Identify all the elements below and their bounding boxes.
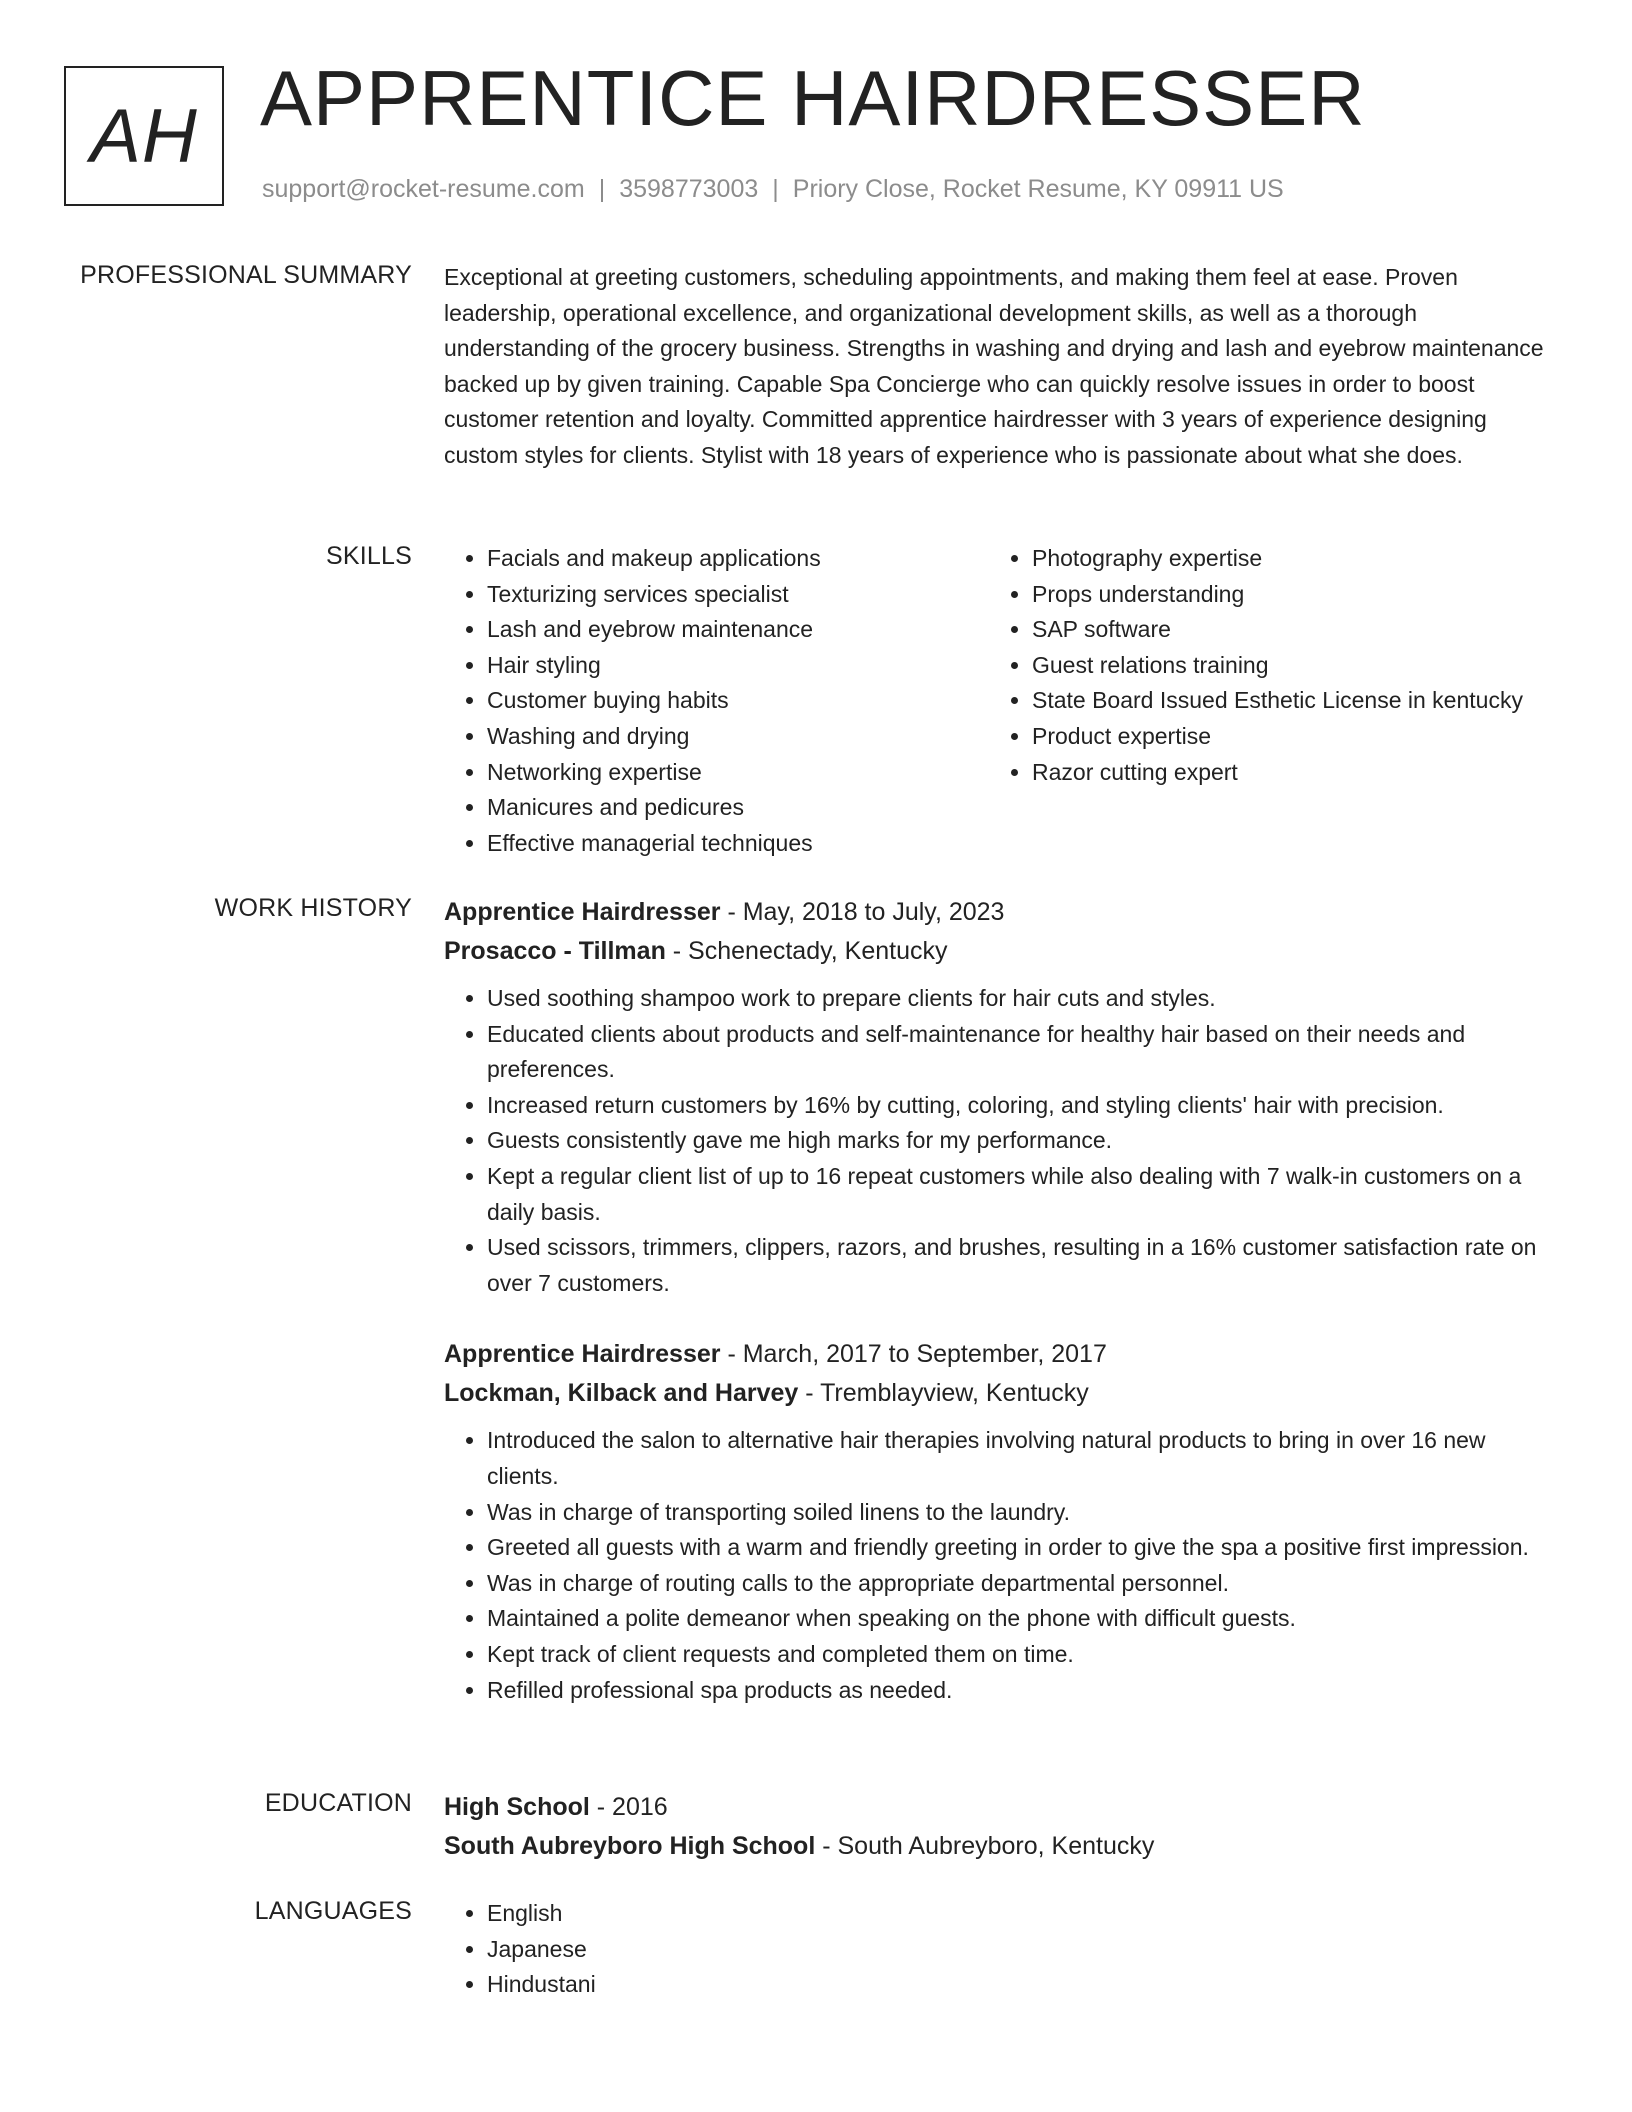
language-item: • Hindustani (487, 1967, 1554, 2003)
skill-item: • Customer buying habits (487, 683, 989, 719)
job-bullet: • Increased return customers by 16% by cutting, coloring, and styling clients' hair with precision. (487, 1088, 1554, 1124)
education-year: - 2016 (589, 1793, 668, 1821)
skill-item: • Lash and eyebrow maintenance (487, 612, 989, 648)
skill-item: • State Board Issued Esthetic License in kentucky (1032, 683, 1534, 719)
skills-label: SKILLS (326, 542, 412, 570)
work-body (444, 893, 1554, 1708)
job-bullet: • Maintained a polite demeanor when speaking on the phone with difficult guests. (487, 1601, 1554, 1637)
education-school: South Aubreyboro High School (444, 1832, 816, 1860)
language-item: • Japanese (487, 1932, 1554, 1968)
summary-body (444, 260, 1554, 474)
summary-label: PROFESSIONAL SUMMARY (80, 261, 412, 289)
languages-list (444, 1896, 1554, 2003)
job-dates: - March, 2017 to September, 2017 (720, 1340, 1107, 1369)
job-company: Lockman, Kilback and Harvey (444, 1379, 799, 1408)
contact-separator: | (598, 175, 606, 203)
skill-item: • Facials and makeup applications (487, 541, 989, 577)
job-bullet: • Used soothing shampoo work to prepare clients for hair cuts and styles. (487, 981, 1554, 1017)
contact-address: Priory Close, Rocket Resume, KY 09911 US (792, 175, 1284, 203)
job-title-line (444, 893, 1554, 932)
contact-separator: | (772, 175, 779, 203)
job-bullet: • Kept a regular client list of up to 16 repeat customers while also dealing with 7 walk-in customers on a daily basis. (487, 1159, 1554, 1230)
skill-item: • Product expertise (1032, 719, 1534, 755)
job-title: Apprentice Hairdresser (444, 1340, 721, 1369)
job-entry (444, 893, 1554, 1301)
resume-name: APPRENTICE HAIRDRESSER (260, 54, 1366, 142)
job-bullet: • Was in charge of routing calls to the appropriate departmental personnel. (487, 1566, 1554, 1602)
job-entry (444, 1335, 1554, 1708)
languages-body (444, 1896, 1554, 2003)
monogram-initials: AH (90, 93, 198, 179)
job-bullet: • Was in charge of transporting soiled linens to the laundry. (487, 1495, 1554, 1531)
skill-item: • Washing and drying (487, 719, 989, 755)
job-company-line (444, 932, 1554, 971)
summary-text: Exceptional at greeting customers, scheduling appointments, and making them feel at ease. Proven leadership, operational excellence, and organizational development skills, as well as a thorough understanding of the grocery business. Strengths in washing and drying and lash and eyebrow maintenance backed up by given training. Capable Spa Concierge who can quickly resolve issues in order to boost customer retention and loyalty. Committed apprentice hairdresser with 3 years of experience designing custom styles for clients. Stylist with 18 years of experience who is passionate about what she does. (444, 264, 1544, 468)
job-company-line (444, 1374, 1554, 1413)
languages-label: LANGUAGES (254, 1897, 412, 1925)
monogram-box (64, 66, 224, 206)
education-degree-line (444, 1788, 1554, 1827)
education-label: EDUCATION (264, 1789, 412, 1817)
job-bullet: • Greeted all guests with a warm and friendly greeting in order to give the spa a positive first impression. (487, 1530, 1554, 1566)
skill-item: • Hair styling (487, 648, 989, 684)
job-bullet-list (444, 1423, 1554, 1708)
job-bullet: • Used scissors, trimmers, clippers, razors, and brushes, resulting in a 16% customer satisfaction rate on over 7 customers. (487, 1230, 1554, 1301)
skills-list-right (989, 541, 1534, 861)
job-bullet: • Kept track of client requests and completed them on time. (487, 1637, 1554, 1673)
skills-body (444, 541, 1554, 861)
skill-item: • Razor cutting expert (1032, 755, 1534, 791)
contact-email: support@rocket-resume.com (262, 175, 585, 203)
skill-item: • Guest relations training (1032, 648, 1534, 684)
job-bullet: • Refilled professional spa products as needed. (487, 1673, 1554, 1709)
education-body (444, 1788, 1554, 1866)
skill-item: • Networking expertise (487, 755, 989, 791)
job-bullet: • Guests consistently gave me high marks for my performance. (487, 1123, 1554, 1159)
language-item: • English (487, 1896, 1554, 1932)
contact-phone: 3598773003 (619, 175, 759, 203)
job-bullet: • Educated clients about products and self-maintenance for healthy hair based on their needs and preferences. (487, 1017, 1554, 1088)
skill-item: • Photography expertise (1032, 541, 1534, 577)
education-degree: High School (444, 1793, 590, 1821)
job-bullet: • Introduced the salon to alternative hair therapies involving natural products to bring in over 16 new clients. (487, 1423, 1554, 1494)
job-title-line (444, 1335, 1554, 1374)
skill-item: • Props understanding (1032, 577, 1534, 613)
contact-line (262, 174, 1284, 204)
skill-item: • Effective managerial techniques (487, 826, 989, 862)
job-bullet-list (444, 981, 1554, 1301)
skills-columns (444, 541, 1554, 861)
skills-list-left (444, 541, 989, 861)
job-location: - Schenectady, Kentucky (665, 937, 948, 965)
skill-item: • Texturizing services specialist (487, 577, 989, 613)
job-dates: - May, 2018 to July, 2023 (720, 898, 1005, 926)
skill-item: • Manicures and pedicures (487, 790, 989, 826)
education-school-line (444, 1827, 1554, 1866)
skill-item: • SAP software (1032, 612, 1534, 648)
education-location: - South Aubreyboro, Kentucky (815, 1832, 1155, 1860)
job-title: Apprentice Hairdresser (444, 898, 721, 926)
job-location: - Tremblayview, Kentucky (798, 1379, 1089, 1408)
work-label: WORK HISTORY (214, 894, 412, 922)
job-company: Prosacco - Tillman (444, 937, 666, 965)
